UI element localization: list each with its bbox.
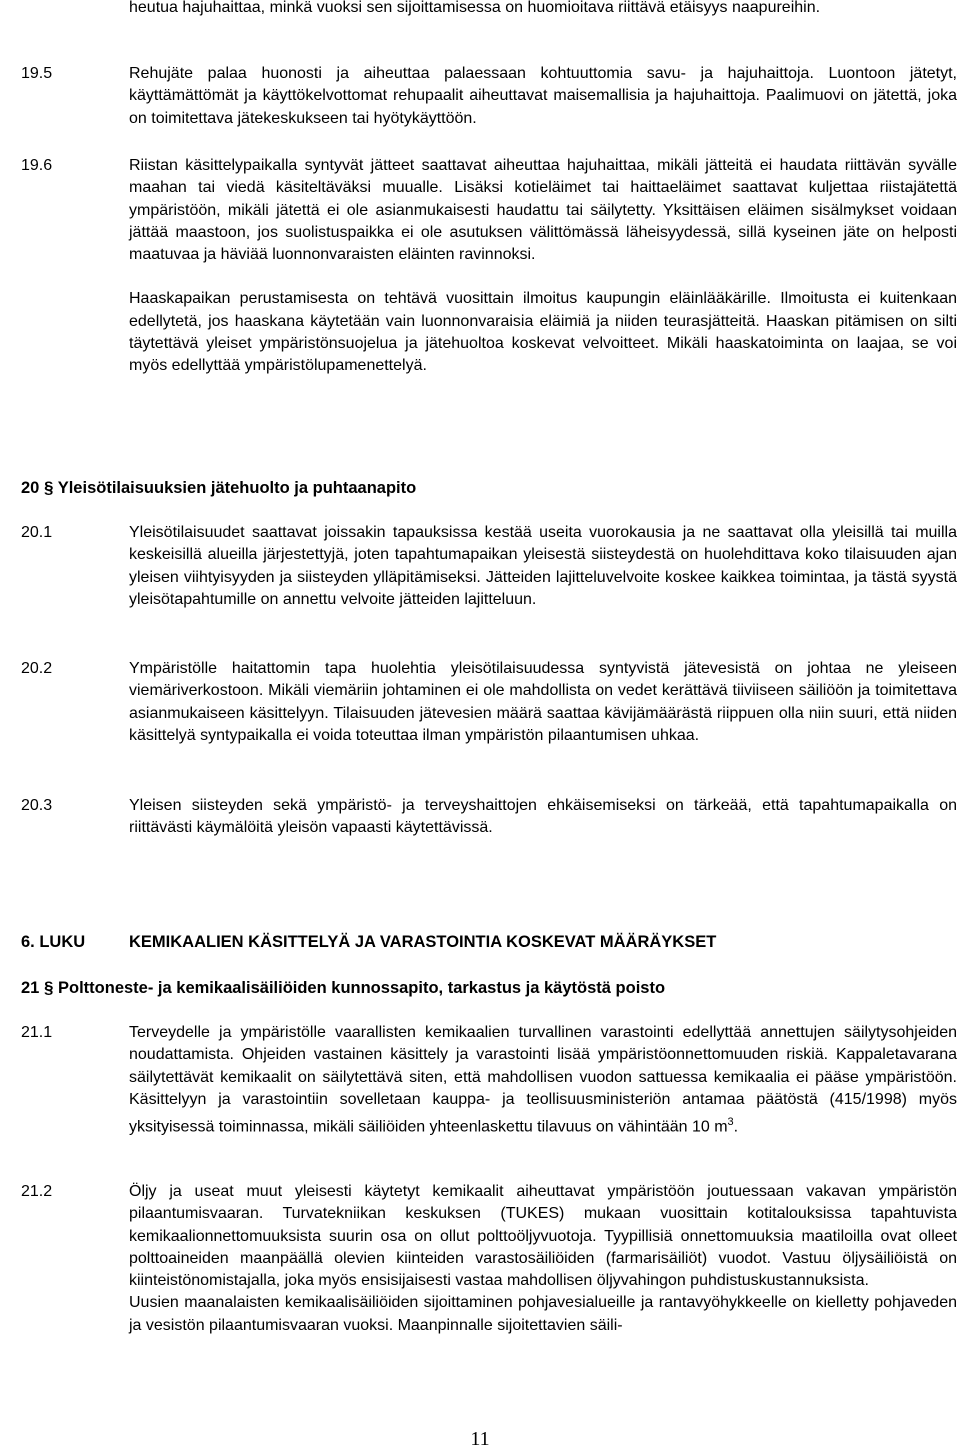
section-text: Yleisötilaisuudet saattavat joissakin tapauksissa kestää useita vuorokausia ja ne saattavat olla yleisillä tai muilla keskeisillä alueilla järjestettyjä, joten tapahtumapaikan yleisestä siisteydestä on huolehdittava koko tilaisuuden ajan yleisen viihtyisyyden ja siisteyden ylläpitämiseksi. Jätteiden lajitteluvelvoite koskee kaikkea toimintaa, ja tästä syystä yleisötapahtumille on annettu velvoite jätteiden lajitteluun. [129, 524, 957, 608]
heading-number: 21 [21, 979, 40, 997]
section-20-3 [21, 795, 957, 840]
section-text-continued: Uusien maanalaisten kemikaalisäiliöiden sijoittaminen pohjavesialueille ja rantavyöhykkeelle on kielletty pohjaveden ja vesistön pilaantumisvaaran vuoksi. Maanpinnalle sijoitettavien säili- [129, 1294, 957, 1334]
heading-number: 20 [21, 479, 40, 497]
section-number: 21.2 [21, 1183, 53, 1200]
section-number: 19.6 [21, 157, 53, 174]
heading-title: Yleisötilaisuuksien jätehuolto ja puhtaanapito [57, 479, 417, 497]
section-19-6 [21, 155, 957, 378]
section-text: Rehujäte palaa huonosti ja aiheuttaa palaessaan kohtuuttomia savu- ja hajuhaittoja. Luontoon jätetyt, käyttämättömät ja käyttökelvottomat rehupaalit aiheuttavat maisemallisia ja hajuhaittoja. Paalimuovi on jätettä, joka on toimitettava jätekeskukseen tai hyötykäyttöön. [129, 65, 957, 127]
section-heading-21 [21, 977, 665, 999]
section-text [129, 1022, 957, 1139]
section-21-2 [21, 1181, 957, 1337]
paragraph-text: heutua hajuhaittaa, minkä vuoksi sen sijoittamisessa on huomioitava riittävä etäisyys naapureihin. [129, 0, 821, 16]
heading-title: Polttoneste- ja kemikaalisäiliöiden kunnossapito, tarkastus ja käytöstä poisto [58, 979, 666, 997]
section-text: Öljy ja useat muut yleisesti käytetyt kemikaalit aiheuttavat ympäristöön joutuessaan vakavan ympäristön pilaantumisvaaran. Turvatekniikan keskuksen (TUKES) mukaan vuosittain kotitalouksissa tapahtuvista kemikaalionnettomuuksista suurin osa on ollut polttoöljyvuotoja. Tyypillisiä onnettomuuksia maatiloilla ovat olleet polttoaineiden maanpäällä olevien kiinteiden varastosäiliöiden (farmarisäiliöt) vuodot. Vastuu öljysäiliöistä on kiinteistönomistajalla, joka myös ensisijaisesti vastaa mahdollisen öljyvahingon puhdistuskustannuksista. [129, 1183, 957, 1290]
section-number: 19.5 [21, 65, 53, 82]
section-heading-20 [21, 477, 416, 499]
section-number: 20.1 [21, 524, 53, 541]
section-21-1 [21, 1022, 957, 1139]
section-text: Ympäristölle haitattomin tapa huolehtia yleisötilaisuudessa syntyvistä jätevesistä on johtaa ne yleiseen viemäriverkostoon. Mikäli viemäriin johtaminen ei ole mahdollista on vedet kerättävä tiiviiseen säiliöön ja toimitettava asianmukaiseen käsittelyyn. Tilaisuuden jätevesien määrä saattaa kävijämäärästä riippuen olla niin suuri, että niiden käsittelyä syntypaikalla ei voida toteuttaa ilman ympäristön pilaantumisen uhkaa. [129, 660, 957, 744]
section-text-end: . [733, 1118, 739, 1136]
section-number: 20.3 [21, 797, 53, 814]
paragraph-fragment [21, 0, 957, 19]
section-19-5 [21, 63, 957, 130]
chapter-title: KEMIKAALIEN KÄSITTELYÄ JA VARASTOINTIA KOSKEVAT MÄÄRÄYKSET [129, 933, 717, 951]
section-text: Riistan käsittelypaikalla syntyvät jätteet saattavat aiheuttaa hajuhaittaa, mikäli jätteitä ei haudata riittävän syvälle maahan tai viedä käsiteltäväksi muualle. Lisäksi kotieläimet tai haittaeläimet saattavat kuljettaa riistajätettä ympäristöön, mikäli jätettä ei ole asianmukaisesti haudattu tai säilytetty. Yksittäisen eläimen sisälmykset voidaan jättää maastoon, jos suolistuspaikka ei ole asutuksen välittömässä läheisyydessä, sillä kyseinen jäte on helposti maatuvaa ja häviää luonnonvaraisten eläinten ravinnoksi. [129, 157, 957, 264]
section-20-2 [21, 658, 957, 747]
chapter-heading-6 [21, 931, 716, 953]
paragraph-sign: § [43, 978, 54, 997]
section-text: Yleisen siisteyden sekä ympäristö- ja terveyshaittojen ehkäisemiseksi on tärkeää, että tapahtumapaikalla on riittävästi käymälöitä yleisön vapaasti käytettävissä. [129, 797, 957, 837]
paragraph-sign: § [43, 478, 54, 497]
section-20-1 [21, 522, 957, 611]
section-number: 21.1 [21, 1024, 53, 1041]
section-text-continued: Haaskapaikan perustamisesta on tehtävä vuosittain ilmoitus kaupungin eläinlääkärille. Ilmoitusta ei kuitenkaan edellytetä, jos haaskana käytetään vain luonnonvaraisia eläimiä ja niiden teurasjätteitä. Haaskan pitämisen on silti täytettävä yleiset ympäristönsuojelua ja jätehuoltoa koskevat velvoitteet. Mikäli haaskatoiminta on laajaa, se voi myös edellyttää ympäristölupamenettelyä. [129, 290, 957, 375]
section-text-main: Terveydelle ja ympäristölle vaarallisten kemikaalien turvallinen varastointi edellyttää annettujen säilytysohjeiden noudattamista. Ohjeiden vastainen käsittely ja varastointi lisää ympäristöonnettomuuden riskiä. Kappaletavarana säilytettävät kemikaalit on säilytettävä siten, että mahdollisen vuodon sattuessa kemikaalia ei pääse ympäristöön. Käsittelyyn ja varastointiin sovelletaan kauppa- ja teollisuusministeriön antamaa päätöstä (415/1998) myös yksityisessä toiminnassa, mikäli säiliöiden yhteenlaskettu tilavuus on vähintään 10 m [129, 1024, 957, 1136]
page-number: 11 [470, 1428, 490, 1450]
superscript: 3 [727, 1116, 734, 1129]
chapter-number: 6. LUKU [21, 933, 86, 951]
section-number: 20.2 [21, 660, 53, 677]
